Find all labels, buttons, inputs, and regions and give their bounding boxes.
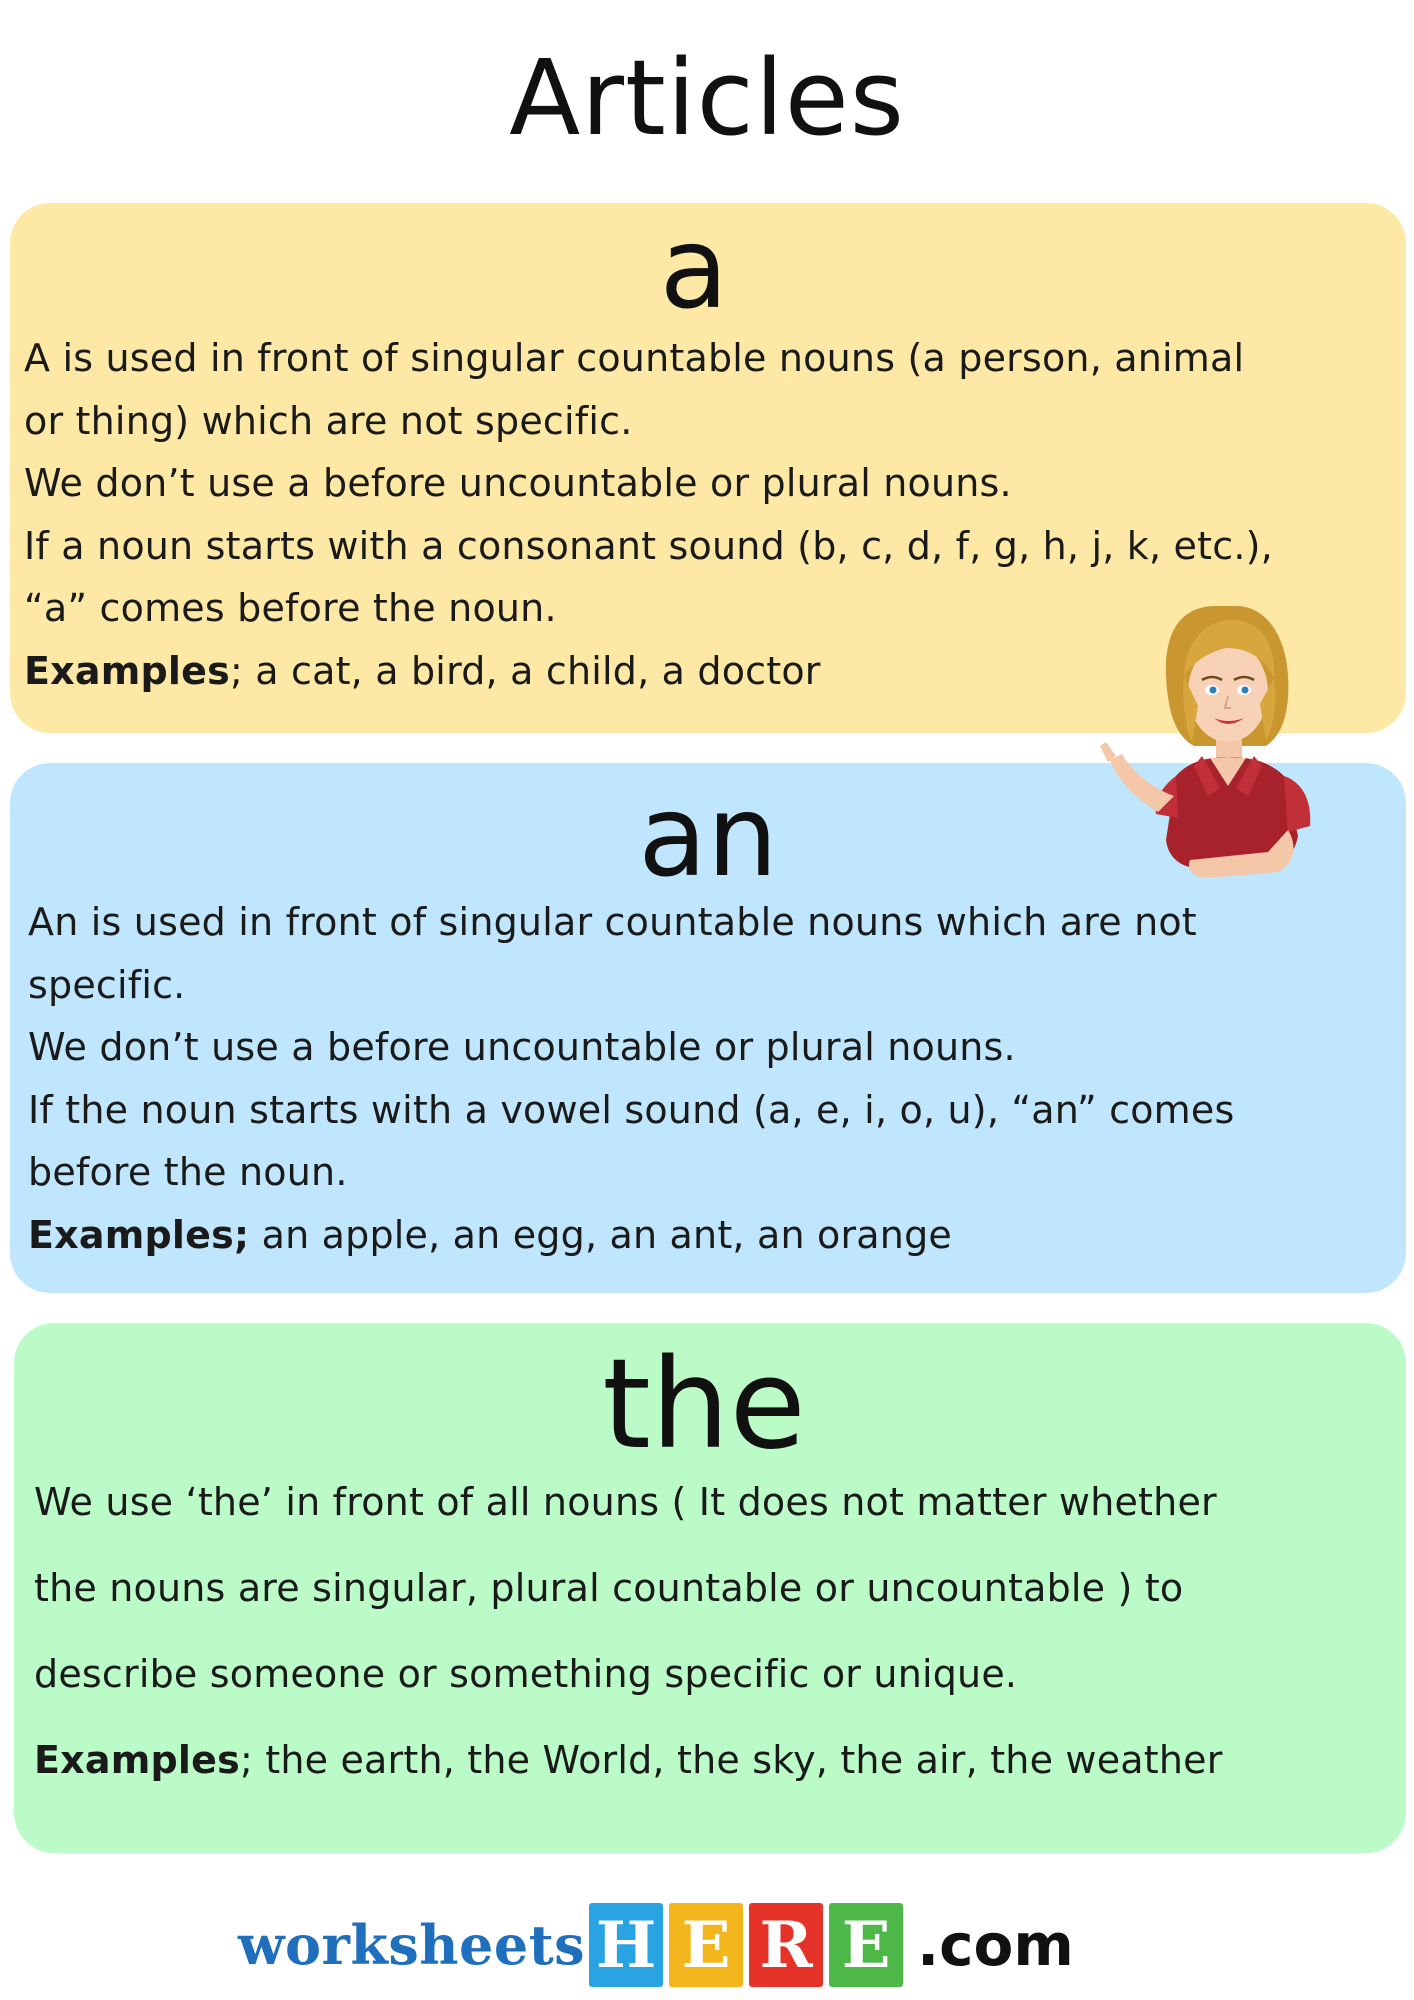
article-heading-a: a (659, 204, 729, 334)
examples-label: Examples (34, 1738, 240, 1782)
logo-tile: R (749, 1903, 823, 1987)
body-line: If a noun starts with a consonant sound (b, c, d, f, g, h, j, k, etc.), (24, 523, 1273, 568)
logo-tile: E (669, 1903, 743, 1987)
body-line: specific. (28, 962, 186, 1007)
examples-label: Examples; (28, 1212, 250, 1257)
body-line: We don’t use a before uncountable or plural nouns. (28, 1025, 1016, 1069)
teacher-pointing-icon (1098, 596, 1346, 896)
body-line: A is used in front of singular countable nouns (a person, animal (24, 336, 1245, 380)
article-heading-an: an (638, 772, 778, 902)
body-line: or thing) which are not specific. (24, 398, 633, 443)
body-line: describe someone or something specific or unique. (34, 1652, 1018, 1696)
logo-tile: E (829, 1903, 903, 1987)
examples-text: ; the earth, the World, the sky, the air, the weather (239, 1738, 1223, 1782)
examples-text: ; a cat, a bird, a child, a doctor (229, 648, 821, 693)
article-body-an (28, 891, 1328, 1266)
examples-line (28, 1204, 1328, 1267)
examples-label: Examples (24, 648, 230, 693)
body-line: before the noun. (28, 1150, 348, 1194)
page-title: Articles (509, 37, 905, 159)
examples-text: an apple, an egg, an ant, an orange (249, 1212, 952, 1257)
article-body-the (34, 1459, 1374, 1803)
article-heading-the: the (602, 1333, 806, 1477)
logo-domain: .com (917, 1911, 1074, 1979)
body-line: We don’t use a before uncountable or plural nouns. (24, 461, 1012, 505)
examples-line (34, 1717, 1374, 1803)
body-line: the nouns are singular, plural countable or uncountable ) to (34, 1566, 1184, 1610)
body-line: “a” comes before the noun. (24, 586, 557, 630)
logo-tile: H (589, 1903, 663, 1987)
article-card-the (14, 1323, 1406, 1853)
site-logo (238, 1900, 1074, 1990)
body-line: We use ‘the’ in front of all nouns ( It does not matter whether (34, 1480, 1217, 1524)
body-line: An is used in front of singular countable nouns which are not (28, 900, 1197, 944)
body-line: If the noun starts with a vowel sound (a, e, i, o, u), “an” comes (28, 1087, 1235, 1132)
logo-word: worksheets (238, 1913, 586, 1977)
